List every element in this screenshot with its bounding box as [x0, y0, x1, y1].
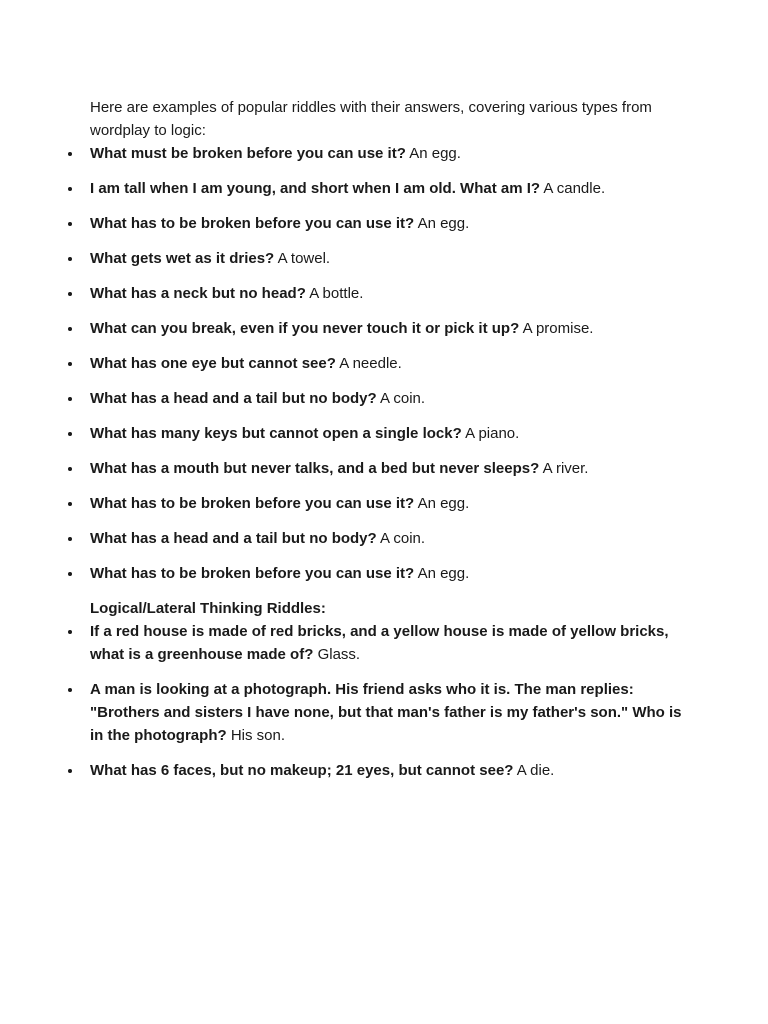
riddle-answer: A river. [542, 460, 589, 477]
riddle-question: What has a head and a tail but no body? [90, 390, 377, 407]
riddle-answer: A candle. [543, 180, 606, 197]
list-item [90, 142, 690, 165]
riddle-answer: An egg. [417, 495, 470, 512]
list-item [90, 527, 690, 550]
list-item [90, 212, 690, 235]
list-item [90, 422, 690, 445]
riddle-question: What has a neck but no head? [90, 285, 306, 302]
riddle-answer: An egg. [409, 145, 461, 162]
list-item [90, 177, 690, 200]
list-item [90, 492, 690, 515]
intro-paragraph: Here are examples of popular riddles with their answers, covering various types from wordplay to logic: [90, 99, 652, 139]
riddle-question: What has a head and a tail but no body? [90, 530, 377, 547]
riddle-answer: A promise. [522, 320, 594, 337]
riddle-question: What has 6 faces, but no makeup; 21 eyes, but cannot see? [90, 762, 514, 779]
riddle-question: What has to be broken before you can use it? [90, 565, 415, 582]
riddle-answer: A coin. [380, 530, 426, 547]
section-heading-logical: Logical/Lateral Thinking Riddles: [90, 600, 326, 617]
list-item [90, 282, 690, 305]
riddle-answer: A towel. [277, 250, 331, 267]
list-item [90, 247, 690, 270]
riddle-answer: A coin. [380, 390, 426, 407]
riddle-question: What has to be broken before you can use it? [90, 215, 415, 232]
riddle-question: What has many keys but cannot open a single lock? [90, 425, 462, 442]
riddle-question: What has to be broken before you can use it? [90, 495, 415, 512]
riddle-list-general [90, 142, 690, 585]
riddle-question: What must be broken before you can use it? [90, 145, 406, 162]
list-item [90, 387, 690, 410]
list-item [90, 562, 690, 585]
riddle-answer: A bottle. [309, 285, 364, 302]
riddle-question: What has a mouth but never talks, and a bed but never sleeps? [90, 460, 540, 477]
list-item [90, 352, 690, 375]
list-item [90, 678, 690, 747]
riddle-answer: A die. [516, 762, 555, 779]
list-item [90, 457, 690, 480]
riddle-answer: His son. [230, 727, 285, 744]
riddle-answer: A needle. [339, 355, 402, 372]
riddle-question: What has one eye but cannot see? [90, 355, 336, 372]
riddle-answer: Glass. [317, 646, 361, 663]
riddle-question: What can you break, even if you never touch it or pick it up? [90, 320, 520, 337]
riddle-answer: An egg. [417, 215, 470, 232]
riddle-answer: A piano. [465, 425, 520, 442]
riddle-question: I am tall when I am young, and short when I am old. What am I? [90, 180, 541, 197]
document-page [90, 96, 690, 794]
riddle-question: A man is looking at a photograph. His friend asks who it is. The man replies: "Brothers and sisters I have none, but that man's father is my father's son." Who is in the photograph? [90, 681, 682, 744]
list-item [90, 317, 690, 340]
list-item [90, 759, 690, 782]
riddle-answer: An egg. [417, 565, 470, 582]
riddle-list-logical [90, 620, 690, 782]
riddle-question: What gets wet as it dries? [90, 250, 275, 267]
riddle-question: If a red house is made of red bricks, and a yellow house is made of yellow bricks, what is a greenhouse made of? [90, 623, 669, 663]
list-item [90, 620, 690, 666]
